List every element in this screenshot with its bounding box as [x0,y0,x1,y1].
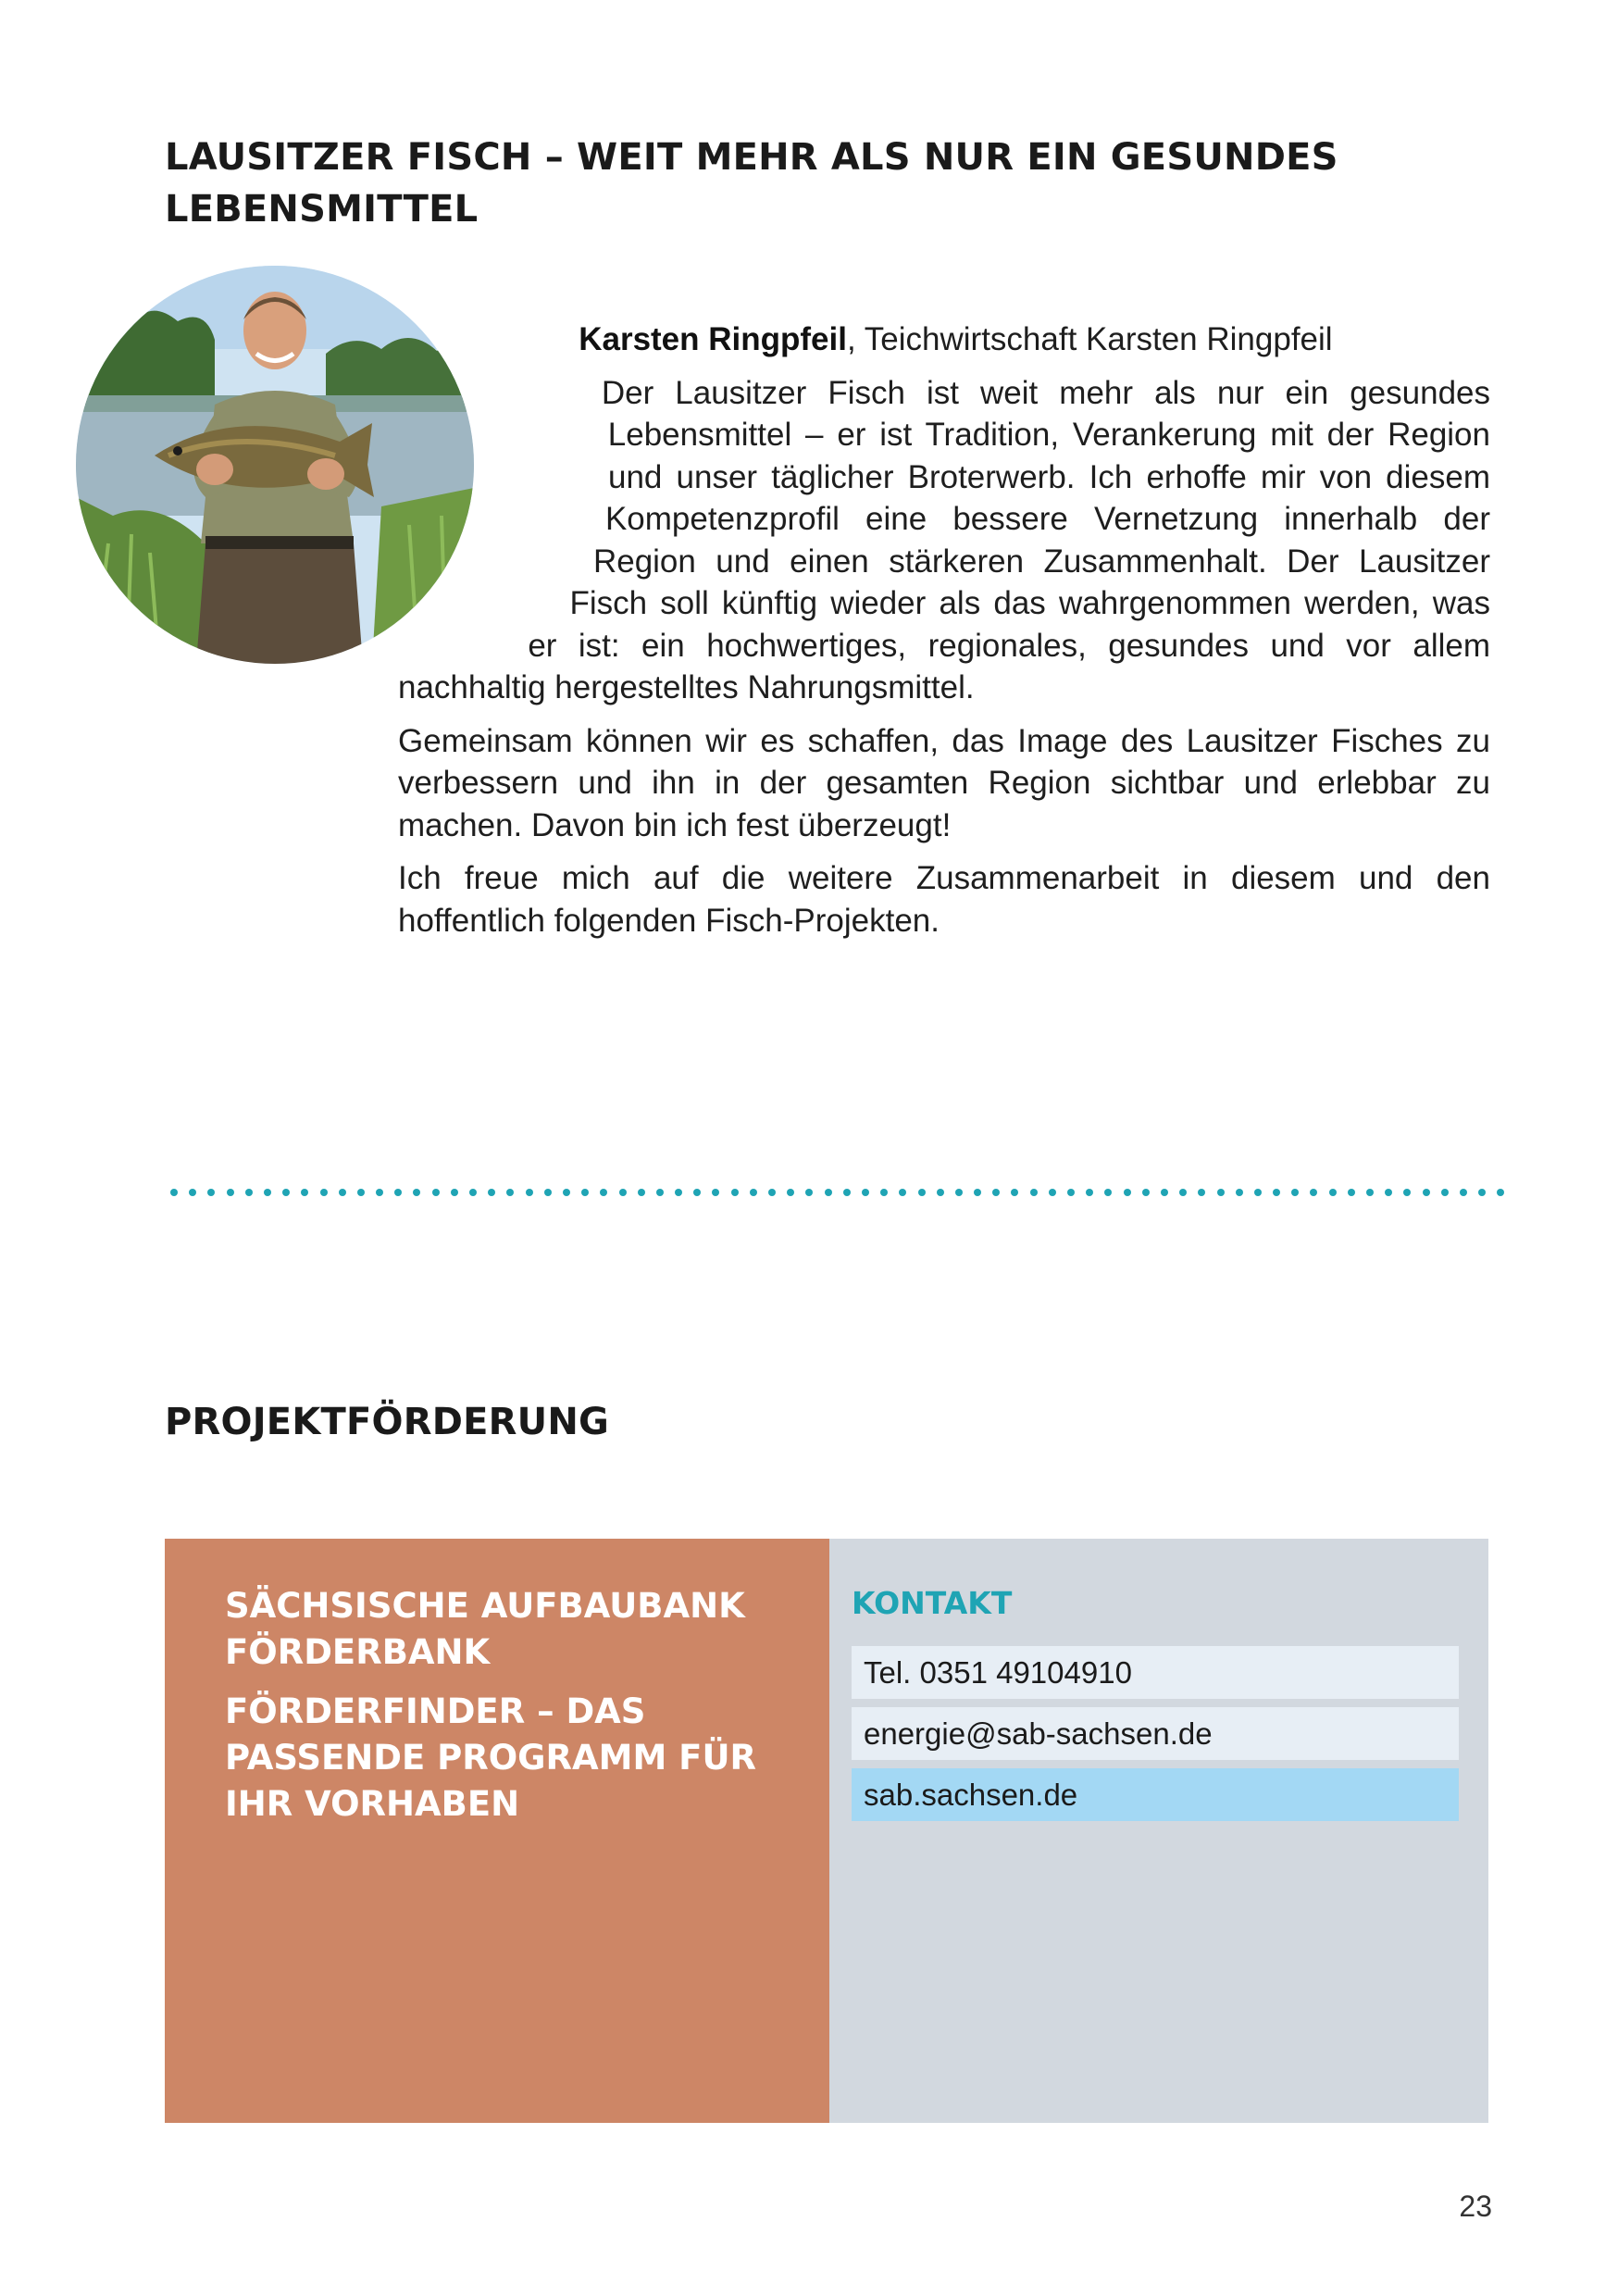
divider-dot [1011,1189,1018,1196]
divider-dot [1441,1189,1449,1196]
paragraph-2: Gemeinsam können wir es schaffen, das Image des Lausitzer Fisches zu verbessern und ihn in der gesamten Region sichtbar und erlebbar zu machen. Davon bin ich fest überzeugt! [398,722,1490,843]
divider-dot [918,1189,926,1196]
divider-dot [1348,1189,1355,1196]
divider-dot [1273,1189,1280,1196]
divider-dot [301,1189,308,1196]
divider-dot [1161,1189,1168,1196]
divider-dot [339,1189,346,1196]
divider-dot [264,1189,271,1196]
divider-dot [413,1189,420,1196]
contact-box [829,1539,1488,2123]
divider-dot [955,1189,963,1196]
divider-dot [1423,1189,1430,1196]
divider-dot [282,1189,290,1196]
section-title-projektfoerderung: PROJEKTFÖRDERUNG [165,1401,610,1443]
divider-dot [638,1189,645,1196]
divider-dot [992,1189,1000,1196]
divider-dot [768,1189,776,1196]
divider-dot [825,1189,832,1196]
divider-dot [750,1189,757,1196]
bank-info-box [165,1539,829,2123]
divider-dot [937,1189,944,1196]
divider-dot [451,1189,458,1196]
divider-dot [1478,1189,1486,1196]
divider-dot [1403,1189,1411,1196]
divider-dot [207,1189,215,1196]
divider-dot [544,1189,552,1196]
contact-label: KONTAKT [852,1585,1013,1621]
divider-dot [1291,1189,1299,1196]
divider-dot [712,1189,719,1196]
author-name: Karsten Ringpfeil [579,321,847,357]
divider-dot [1124,1189,1131,1196]
divider-dot [656,1189,664,1196]
divider-dot [675,1189,682,1196]
divider-dot [227,1189,234,1196]
testimonial-text [398,318,1490,953]
divider-dot [1310,1189,1317,1196]
page-number: 23 [1459,2190,1492,2223]
divider-dot [469,1189,477,1196]
divider-dot [1179,1189,1187,1196]
divider-dot [619,1189,627,1196]
bank-name: SÄCHSISCHE AUFBAUBANK FÖRDERBANK [225,1586,745,1672]
divider-dot [526,1189,533,1196]
author-affiliation: , Teichwirtschaft Karsten Ringpfeil [846,321,1333,357]
divider-dot [1086,1189,1093,1196]
divider-dot [1104,1189,1112,1196]
divider-dot [899,1189,906,1196]
divider-dot [974,1189,981,1196]
divider-dot [581,1189,589,1196]
divider-dot [394,1189,402,1196]
divider-dot [1460,1189,1467,1196]
divider-dot [862,1189,869,1196]
divider-dot [1030,1189,1038,1196]
divider-dot [1385,1189,1392,1196]
divider-dot [189,1189,196,1196]
contact-website-link[interactable]: sab.sachsen.de [852,1768,1459,1821]
divider-dot [245,1189,253,1196]
divider-dot [880,1189,888,1196]
divider-dot [1254,1189,1262,1196]
divider-dot [731,1189,739,1196]
divider-dot [1217,1189,1225,1196]
divider-dot [1236,1189,1243,1196]
contact-email[interactable]: energie@sab-sachsen.de [852,1707,1459,1760]
divider-dot [1142,1189,1150,1196]
divider-dot [805,1189,813,1196]
contact-phone[interactable]: Tel. 0351 49104910 [852,1646,1459,1699]
divider-dot [693,1189,701,1196]
program-title: FÖRDERFINDER – DAS PASSENDE PROGRAMM FÜR IHR VORHABEN [225,1691,756,1824]
divider-dot [432,1189,440,1196]
divider-dot [320,1189,328,1196]
dotted-divider [170,1185,1505,1200]
divider-dot [1329,1189,1337,1196]
divider-dot [563,1189,570,1196]
divider-dot [1198,1189,1205,1196]
divider-dot [1067,1189,1075,1196]
divider-dot [1049,1189,1056,1196]
divider-dot [787,1189,794,1196]
paragraph-3: Ich freue mich auf die weitere Zusammenarbeit in diesem und den hoffentlich folgenden Fisch-Projekten. [398,860,1490,939]
paragraph-1: Der Lausitzer Fisch ist weit mehr als nur ein gesundes Lebensmittel – er ist Tradition, Verankerung mit der Region und unser täglicher Broterwerb. Ich erhoffe mir von diesem Kompetenzprofil eine bessere Vernetzung innerhalb der Region und einen stärkeren Zusammenhalt. Der Lausitzer Fisch soll künftig wieder als das wahrgenommen werden, was er ist: ein hochwertiges, regionales, gesundes und vor allem nachhaltig hergestelltes Nahrungsmittel. [398,374,1490,705]
divider-dot [357,1189,365,1196]
divider-dot [376,1189,383,1196]
divider-dot [843,1189,851,1196]
section-title-lausitzer-fisch: LAUSITZER FISCH – WEIT MEHR ALS NUR EIN GESUNDES LEBENSMITTEL [165,136,1338,231]
divider-dot [488,1189,495,1196]
divider-dot [1497,1189,1504,1196]
divider-dot [600,1189,607,1196]
divider-dot [170,1189,178,1196]
divider-dot [506,1189,514,1196]
divider-dot [1366,1189,1374,1196]
